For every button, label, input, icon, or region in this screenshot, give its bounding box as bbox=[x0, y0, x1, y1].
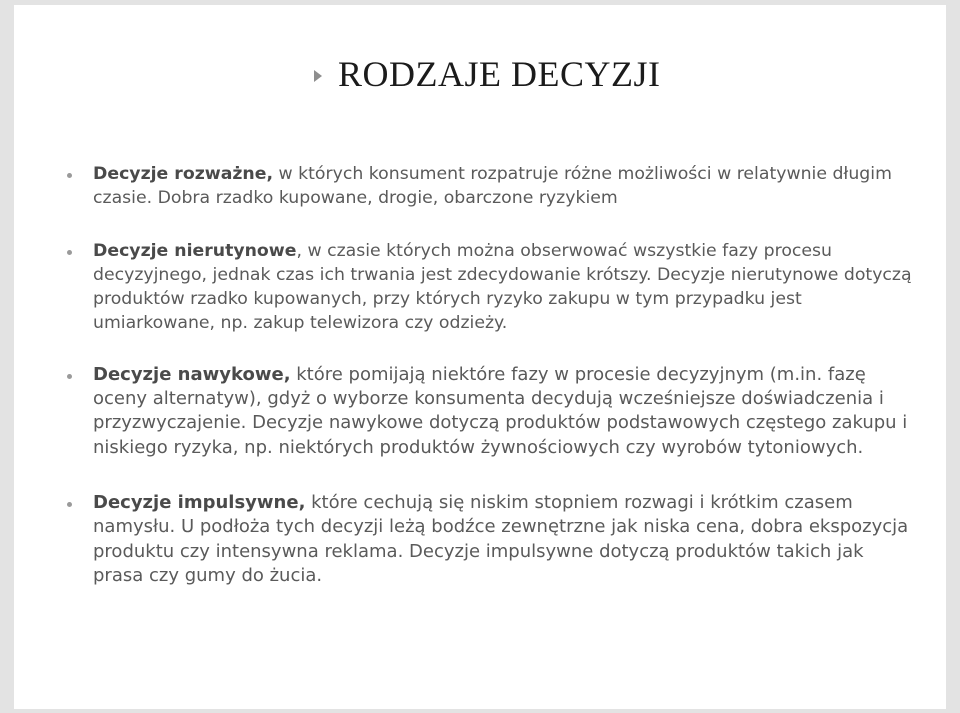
bullet-term: Decyzje nierutynowe bbox=[93, 240, 297, 261]
slide bbox=[14, 5, 946, 709]
bullet-item bbox=[79, 363, 919, 460]
bullet-item bbox=[79, 491, 919, 588]
bullet-text: które cechują się niskim stopniem rozwagi i krótkim czasem namysłu. U podłoża tych decyzji leżą bodźce zewnętrzne jak niska cena, dobra ekspozycja produktu czy intensywna reklama. Decyzje impulsywne dotyczą produktów takich jak prasa czy gumy do żucia. bbox=[93, 491, 909, 586]
bullet-dot-icon bbox=[67, 374, 72, 379]
bullet-text: w których konsument rozpatruje różne możliwości w relatywnie długim czasie. Dobra rzadko kupowane, drogie, obarczone ryzykiem bbox=[93, 164, 892, 209]
bullet-dot-icon bbox=[67, 173, 72, 178]
bullet-term: Decyzje nawykowe, bbox=[93, 363, 291, 385]
bullet-text: , w czasie których można obserwować wszystkie fazy procesu decyzyjnego, jednak czas ich trwania jest zdecydowanie krótszy. Decyzje nierutynowe dotyczą produktów rzadko kupowanych, przy których ryzyko zakupu w tym przypadku jest umiarkowane, np. zakup telewizora czy odzieży. bbox=[93, 240, 912, 334]
bullet-term: Decyzje impulsywne, bbox=[93, 491, 306, 513]
bullet-dot-icon bbox=[67, 502, 72, 507]
title-arrow-icon bbox=[314, 70, 322, 82]
bullet-text: które pomijają niektóre fazy w procesie decyzyjnym (m.in. fazę oceny alternatyw), gdyż o wyborze konsumenta decydują wcześniejsze doświadczenia i przyzwyczajenie. Decyzje nawykowe dotyczą produktów podstawowych częstego zakupu i niskiego ryzyka, np. niektórych produktów żywnościowych czy wyrobów tytoniowych. bbox=[93, 363, 908, 458]
bullet-list bbox=[79, 162, 919, 588]
title-row bbox=[314, 56, 660, 92]
slide-title: RODZAJE DECYZJI bbox=[338, 54, 661, 94]
bullet-item bbox=[79, 239, 919, 336]
bullet-item bbox=[79, 162, 919, 211]
bullet-term: Decyzje rozważne, bbox=[93, 164, 274, 184]
bullet-dot-icon bbox=[67, 250, 72, 255]
